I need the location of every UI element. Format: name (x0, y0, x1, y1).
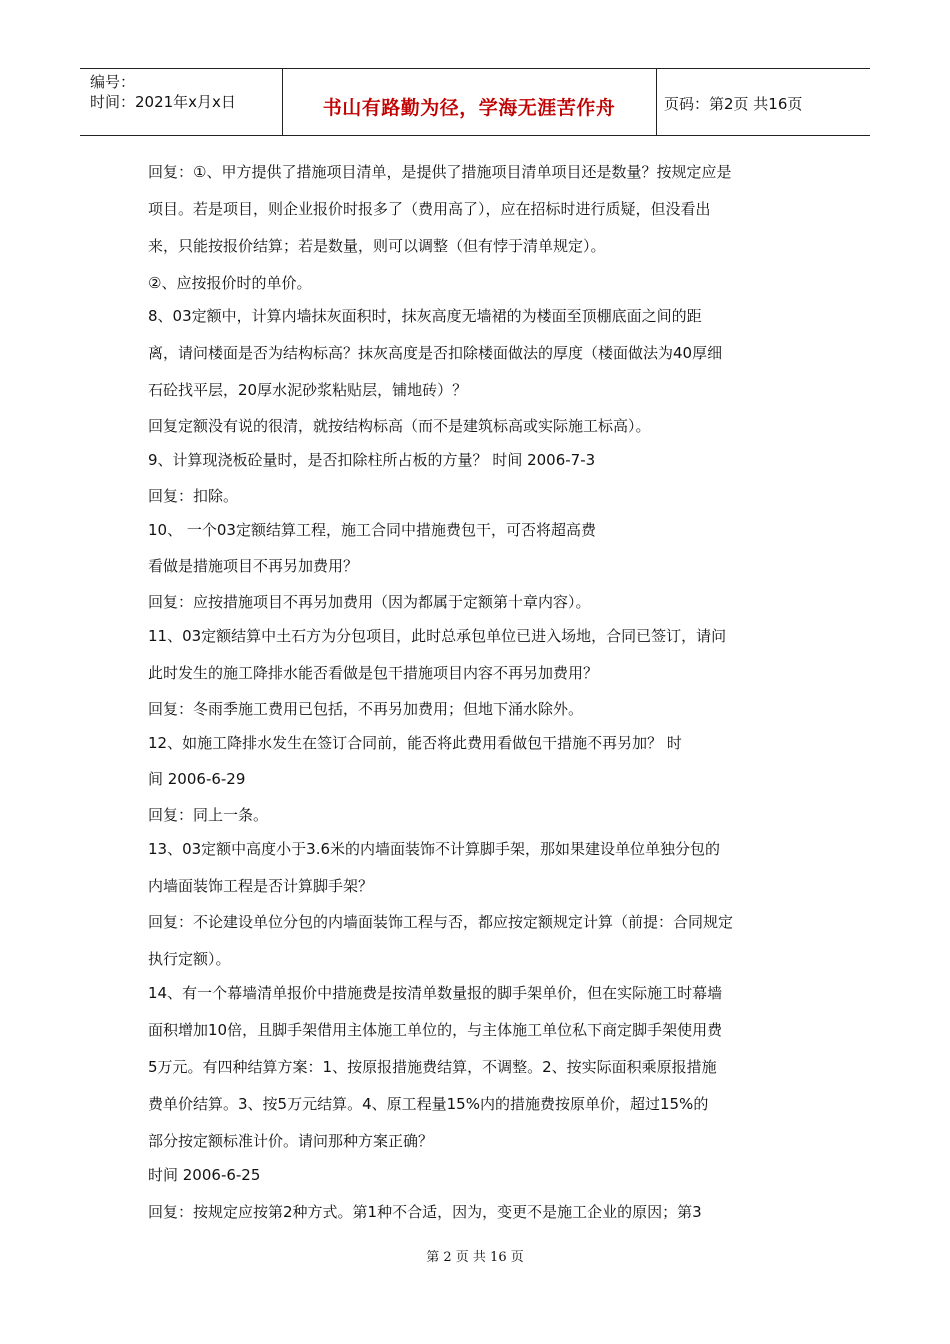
text-line: 石砼找平层，20厚水泥砂浆粘贴层，铺地砖）？ (148, 381, 468, 399)
header-divider-right (656, 68, 657, 136)
text-line: 离，请问楼面是否为结构标高？抹灰高度是否扣除楼面做法的厚度（楼面做法为40厚细 (148, 344, 723, 362)
text-line: 14、有一个幕墙清单报价中措施费是按清单数量报的脚手架单价，但在实际施工时幕墙 (148, 984, 723, 1002)
text-line: 回复：冬雨季施工费用已包括，不再另加费用；但地下涌水除外。 (148, 700, 584, 718)
text-line: 费单价结算。3、按5万元结算。4、原工程量15%内的措施费按原单价，超过15%的 (148, 1095, 709, 1113)
text-line: 执行定额）。 (148, 950, 231, 968)
text-line: 部分按定额标准计价。请问那种方案正确？ (148, 1132, 434, 1150)
text-line: 11、03定额结算中土石方为分包项目，此时总承包单位已进入场地，合同已签订，请问 (148, 627, 727, 645)
text-line: 回复：①、甲方提供了措施项目清单，是提供了措施项目清单项目还是数量？按规定应是 (148, 163, 732, 181)
page-footer: 第 2 页 共 16 页 (426, 1250, 524, 1265)
text-line: 间 2006-6-29 (148, 770, 246, 788)
text-line: 时间 2006-6-25 (148, 1166, 261, 1184)
text-line: 项目。若是项目，则企业报价时报多了（费用高了），应在招标时进行质疑，但没看出 (148, 200, 711, 218)
text-line: 面积增加10倍，且脚手架借用主体施工单位的，与主体施工单位私下商定脚手架使用费 (148, 1021, 723, 1039)
header-top-rule (80, 68, 870, 69)
header-motto: 书山有路勤为径，学海无涯苦作舟 (322, 97, 616, 119)
text-line: 回复：按规定应按第2种方式。第1种不合适，因为，变更不是施工企业的原因；第3 (148, 1203, 702, 1221)
text-line: 回复：同上一条。 (148, 806, 269, 824)
text-line: ②、应按报价时的单价。 (148, 274, 312, 292)
document-date: 时间：2021年x月x日 (90, 93, 236, 111)
header-page-info: 页码：第2页 共16页 (664, 95, 803, 113)
text-line: 13、03定额中高度小于3.6米的内墙面装饰不计算脚手架，那如果建设单位单独分包的 (148, 840, 721, 858)
text-line: 8、03定额中，计算内墙抹灰面积时，抹灰高度无墙裙的为楼面至顶棚底面之间的距 (148, 307, 702, 325)
text-line: 看做是措施项目不再另加费用？ (148, 557, 359, 575)
text-line: 12、如施工降排水发生在签订合同前，能否将此费用看做包干措施不再另加？ 时 (148, 734, 682, 752)
text-line: 9、计算现浇板砼量时，是否扣除柱所占板的方量？ 时间 2006-7-3 (148, 451, 596, 469)
text-line: 回复：不论建设单位分包的内墙面装饰工程与否，都应按定额规定计算（前提：合同规定 (148, 913, 734, 931)
text-line: 来，只能按报价结算；若是数量，则可以调整（但有悖于清单规定）。 (148, 237, 606, 255)
text-line: 回复定额没有说的很清，就按结构标高（而不是建筑标高或实际施工标高）。 (148, 417, 651, 435)
header-bottom-rule (80, 135, 870, 136)
text-line: 5万元。有四种结算方案：1、按原报措施费结算，不调整。2、按实际面积乘原报措施 (148, 1058, 717, 1076)
text-line: 回复：扣除。 (148, 487, 239, 505)
text-line: 10、 一个03定额结算工程，施工合同中措施费包干，可否将超高费 (148, 521, 596, 539)
header-meta (90, 72, 236, 112)
text-line: 内墙面装饰工程是否计算脚手架？ (148, 877, 374, 895)
text-line: 回复：应按措施项目不再另加费用（因为都属于定额第十章内容）。 (148, 593, 591, 611)
text-line: 此时发生的施工降排水能否看做是包干措施项目内容不再另加费用？ (148, 664, 599, 682)
document-number: 编号： (90, 73, 136, 91)
